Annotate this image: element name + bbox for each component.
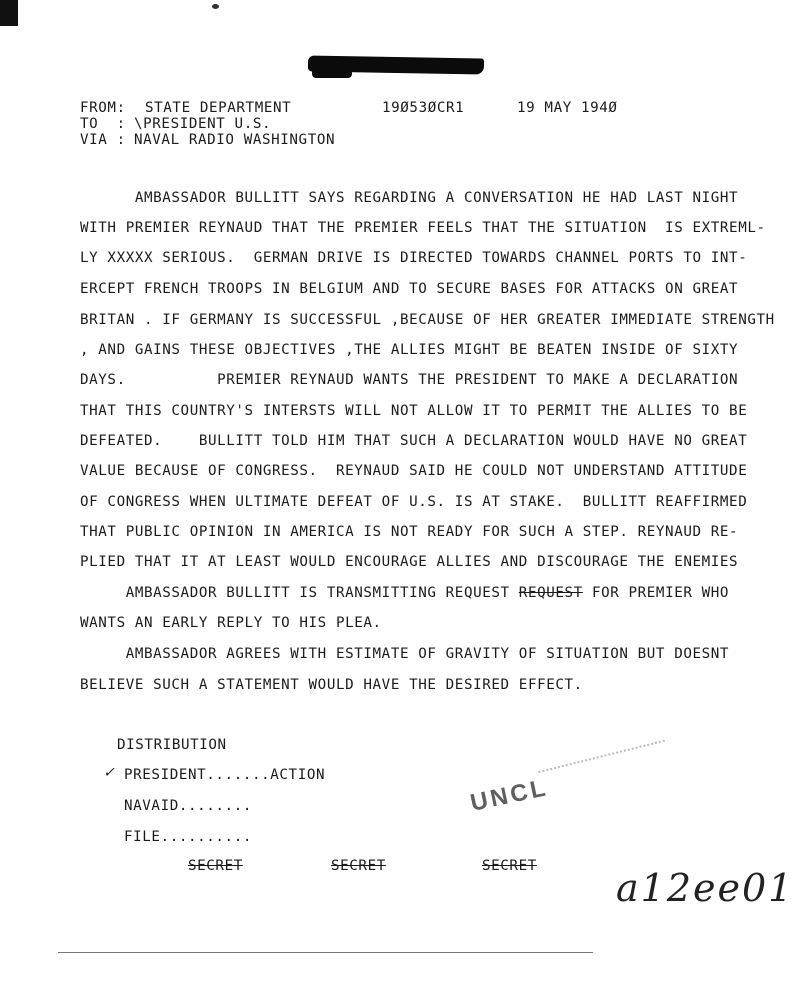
body-line: OF CONGRESS WHEN ULTIMATE DEFEAT OF U.S. IS AT STAKE. BULLITT REAFFIRMED xyxy=(80,494,748,510)
paragraph-line: WANTS AN EARLY REPLY TO HIS PLEA. xyxy=(80,615,382,631)
to-label: TO : xyxy=(80,116,126,132)
from-label: FROM: xyxy=(80,100,126,116)
page-edge-mark xyxy=(0,0,18,26)
body-line: , AND GAINS THESE OBJECTIVES ,THE ALLIES MIGHT BE BEATEN INSIDE OF SIXTY xyxy=(80,342,739,358)
body-line: WITH PREMIER REYNAUD THAT THE PREMIER FEELS THAT THE SITUATION IS EXTREML- xyxy=(80,220,766,236)
paragraph-line: BELIEVE SUCH A STATEMENT WOULD HAVE THE DESIRED EFFECT. xyxy=(80,677,583,693)
bottom-rule xyxy=(58,952,593,953)
secret-mark: SECRET xyxy=(331,858,386,874)
body-line: BRITAN . IF GERMANY IS SUCCESSFUL ,BECAUSE OF HER GREATER IMMEDIATE STRENGTH xyxy=(80,312,775,328)
via-label: VIA : xyxy=(80,132,126,148)
message-number: 19Ø53ØCR1 xyxy=(382,100,465,116)
to-value: \PRESIDENT U.S. xyxy=(134,116,272,132)
body-line: ERCEPT FRENCH TROOPS IN BELGIUM AND TO SECURE BASES FOR ATTACKS ON GREAT xyxy=(80,281,739,297)
check-mark-icon: ✓ xyxy=(104,762,114,781)
message-date: 19 MAY 194Ø xyxy=(517,100,618,116)
paragraph2-text-a: AMBASSADOR BULLITT IS TRANSMITTING REQUEST xyxy=(80,585,519,601)
distribution-heading: DISTRIBUTION xyxy=(117,737,227,753)
body-line: DEFEATED. BULLITT TOLD HIM THAT SUCH A DECLARATION WOULD HAVE NO GREAT xyxy=(80,433,748,449)
unclassified-stamp: UNCL xyxy=(467,774,551,817)
distribution-file: FILE.......... xyxy=(124,829,252,845)
body-line: PLIED THAT IT AT LEAST WOULD ENCOURAGE ALLIES AND DISCOURAGE THE ENEMIES xyxy=(80,554,739,570)
body-line: THAT PUBLIC OPINION IN AMERICA IS NOT READY FOR SUCH A STEP. REYNAUD RE- xyxy=(80,524,739,540)
body-line: DAYS. PREMIER REYNAUD WANTS THE PRESIDENT TO MAKE A DECLARATION xyxy=(80,372,739,388)
body-line: THAT THIS COUNTRY'S INTERSTS WILL NOT ALLOW IT TO PERMIT THE ALLIES TO BE xyxy=(80,403,748,419)
stamp-faded xyxy=(538,740,671,801)
redaction-bar-tail xyxy=(312,68,352,78)
body-line: AMBASSADOR BULLITT SAYS REGARDING A CONVERSATION HE HAD LAST NIGHT xyxy=(80,190,739,206)
handwritten-document-id: a12ee01 xyxy=(616,866,794,910)
page-speck xyxy=(212,4,219,9)
paragraph2-text-b: FOR PREMIER WHO xyxy=(582,585,730,601)
body-line: VALUE BECAUSE OF CONGRESS. REYNAUD SAID HE COULD NOT UNDERSTAND ATTITUDE xyxy=(80,463,748,479)
secret-mark: SECRET xyxy=(188,858,243,874)
from-value: STATE DEPARTMENT xyxy=(145,100,292,116)
via-value: NAVAL RADIO WASHINGTON xyxy=(134,132,336,148)
distribution-president: PRESIDENT.......ACTION xyxy=(124,767,326,783)
paragraph-line: AMBASSADOR AGREES WITH ESTIMATE OF GRAVITY OF SITUATION BUT DOESNT xyxy=(80,646,730,662)
body-line: LY XXXXX SERIOUS. GERMAN DRIVE IS DIRECTED TOWARDS CHANNEL PORTS TO INT- xyxy=(80,250,748,266)
distribution-navaid: NAVAID........ xyxy=(124,798,252,814)
struck-request: REQUEST xyxy=(518,585,583,601)
paragraph-line xyxy=(80,585,729,601)
secret-mark: SECRET xyxy=(482,858,537,874)
